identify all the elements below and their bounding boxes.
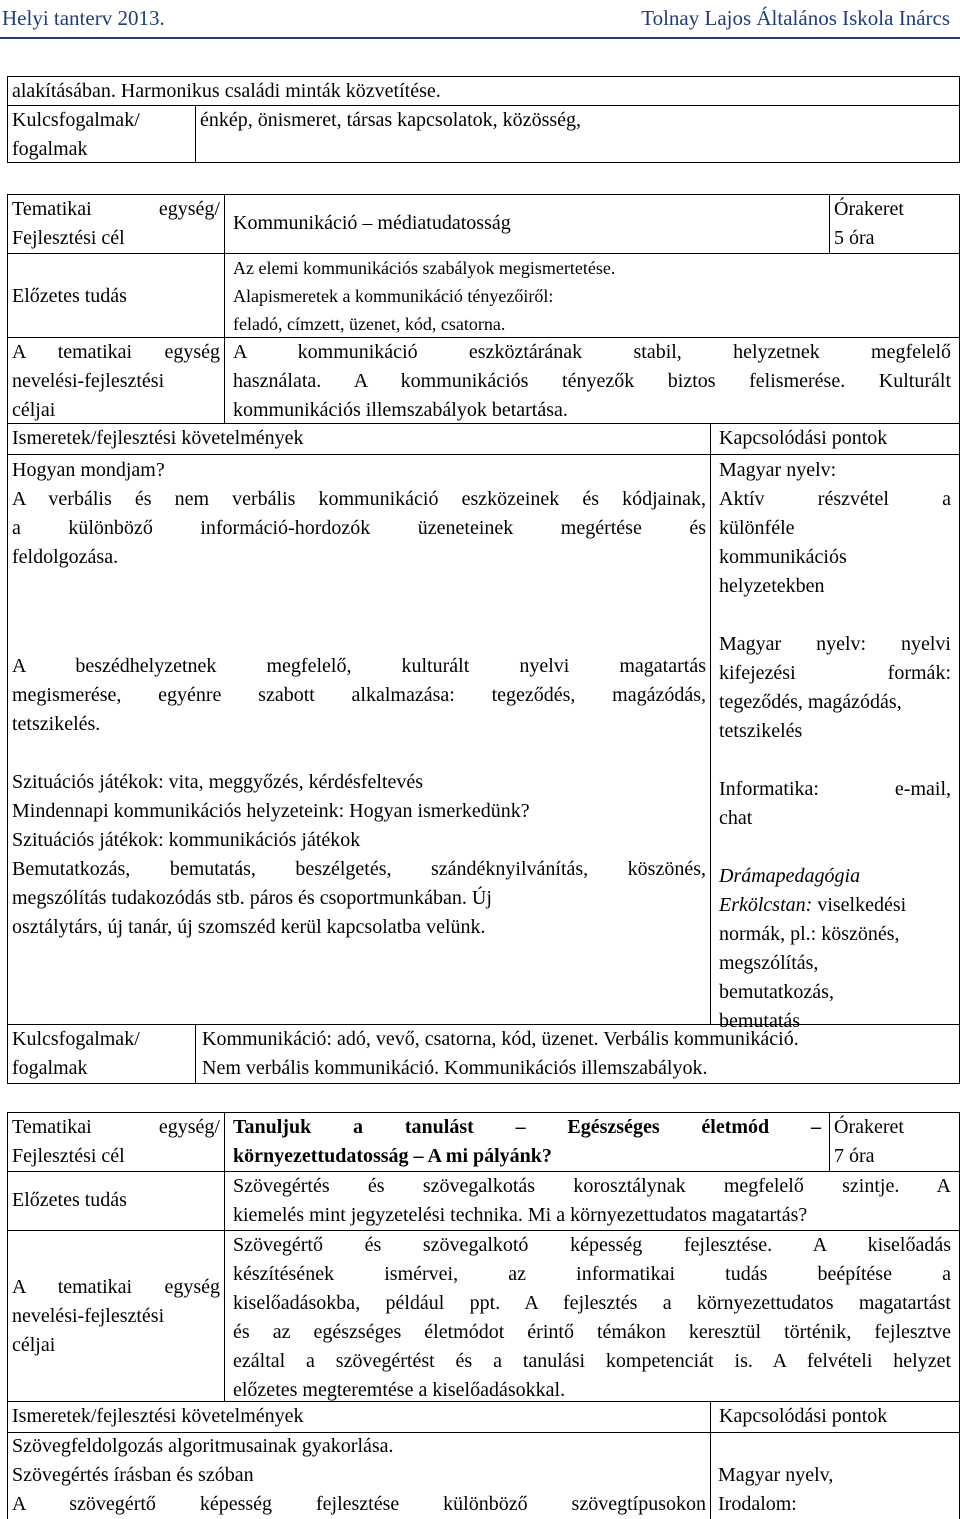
unit2-celjai-value-cell	[224, 1230, 960, 1402]
unit1-kapcsolodasi-header: Kapcsolódási pontok	[719, 427, 888, 449]
unit2-ismeretek-header: Ismeretek/fejlesztési követelmények	[12, 1405, 304, 1427]
ismeretek-p2-line: megismerése, egyénre szabott alkalmazása: tegeződés, magázódás,	[12, 684, 706, 706]
kapcs-k1-line: helyzetekben	[719, 575, 825, 597]
ismeretek-p1-line: feldolgozása.	[12, 546, 119, 568]
unit1-kapcsolodasi-header-cell	[710, 423, 960, 455]
unit1-elozetes-label-cell	[7, 253, 225, 338]
header-right: Tolnay Lajos Általános Iskola Inárcs	[641, 6, 950, 30]
ismeretek-p3-line: Bemutatkozás, bemutatás, beszélgetés, szándéknyilvánítás, köszönés,	[12, 858, 706, 880]
unit2-kapcsolodasi-header-cell	[710, 1401, 960, 1433]
kulcs-value-text: énkép, önismeret, társas kapcsolatok, közösség,	[200, 109, 582, 131]
unit1-celjai-line2: nevelési-fejlesztési	[12, 370, 165, 392]
ismeretek-p1-line: a különböző információ-hordozók üzeneteinek megértése és	[12, 517, 706, 539]
unit2-ismeretek-line: Szövegfeldolgozás algoritmusainak gyakorlása.	[12, 1435, 394, 1457]
unit1-title-cell	[224, 194, 830, 254]
unit2-elozetes-line: Szövegértés és szövegalkotás korosztálynak megfelelő szintje. A	[233, 1175, 951, 1197]
page-header	[0, 4, 960, 36]
kapcs-k5-line: normák, pl.: köszönés,	[719, 923, 900, 945]
ismeretek-p2-line: A beszédhelyzetnek megfelelő, kulturált nyelvi magatartás	[12, 655, 706, 677]
kulcs-label-line1: Kulcsfogalmak/	[12, 109, 140, 131]
kulcs-label-line2: fogalmak	[12, 138, 88, 160]
top-row1-text: alakításában. Harmonikus családi minták közvetítése.	[12, 80, 441, 102]
unit1-tematikai-line1: Tematikai egység/	[12, 198, 220, 220]
unit1-ismeretek-header: Ismeretek/fejlesztési követelmények	[12, 427, 304, 449]
unit2-kapcs-line: Magyar nyelv,	[718, 1464, 834, 1486]
unit2-celjai-line2: nevelési-fejlesztési	[12, 1305, 165, 1327]
unit2-tematikai-line1: Tematikai egység/	[12, 1116, 220, 1138]
unit1-celjai-text-line: használata. A kommunikációs tényezők biztos felismerése. Kulturált	[233, 370, 951, 392]
kapcs-k5-line: bemutatás	[719, 1010, 801, 1032]
kapcs-k5-line: megszólítás,	[719, 952, 819, 974]
top-table-kulcs-label	[7, 105, 196, 163]
kapcs-k3-line: Informatika: e-mail,	[719, 778, 951, 800]
unit2-elozetes-line: kiemelés mint jegyzetelési technika. Mi a környezettudatos magatartás?	[233, 1204, 808, 1226]
unit2-elozetes-value-cell	[224, 1171, 960, 1231]
unit2-kapcsolodasi-header: Kapcsolódási pontok	[719, 1405, 888, 1427]
ismeretek-p1-title: Hogyan mondjam?	[12, 459, 165, 481]
unit1-title: Kommunikáció – médiatudatosság	[233, 212, 511, 234]
unit1-kulcs-label-line2: fogalmak	[12, 1057, 88, 1079]
unit1-ismeretek-header-cell	[7, 423, 711, 455]
kapcs-dramapedagogia: Drámapedagógia	[719, 865, 861, 887]
unit2-kapcsolodasi-body	[710, 1432, 960, 1519]
kapcs-erkolcstan-rest: viselkedési	[812, 894, 907, 916]
unit1-celjai-label-cell	[7, 337, 225, 424]
unit1-ismeretek-body	[7, 454, 711, 1025]
kapcs-k1-line: különféle	[719, 517, 795, 539]
unit2-celjai-text-line: kiselőadásokba, például ppt. A fejlesztés a környezettudatos magatartást	[233, 1292, 951, 1314]
kapcs-k2-line: Magyar nyelv: nyelvi	[719, 633, 951, 655]
ismeretek-p2-line: tetszikelés.	[12, 713, 101, 735]
kapcs-erkolcstan-label: Erkölcstan:	[719, 894, 813, 916]
unit1-kulcs-line: Nem verbális kommunikáció. Kommunikációs illemszabályok.	[202, 1057, 708, 1079]
unit1-kulcs-label-line1: Kulcsfogalmak/	[12, 1028, 140, 1050]
kapcs-k2-line: kifejezési formák:	[719, 662, 951, 684]
kapcs-erkolcstan-line	[719, 891, 951, 920]
unit2-celjai-line3: céljai	[12, 1334, 56, 1356]
header-left: Helyi tanterv 2013.	[2, 6, 165, 30]
ismeretek-p1-line: A verbális és nem verbális kommunikáció eszközeinek és kódjainak,	[12, 488, 706, 510]
unit2-tematikai-line2: Fejlesztési cél	[12, 1145, 125, 1167]
unit2-celjai-text-line: ezáltal a szövegértést és a tanulási kompetenciát is. A felvételi helyzet	[233, 1350, 951, 1372]
unit2-orakeret-value: 7 óra	[834, 1145, 875, 1167]
kapcs-k1-line: Aktív részvétel a	[719, 488, 951, 510]
unit1-tematikai-line2: Fejlesztési cél	[12, 227, 125, 249]
ismeretek-p3-line: osztálytárs, új tanár, új szomszéd kerül kapcsolatba velünk.	[12, 916, 486, 938]
unit1-orakeret-label: Órakeret	[834, 198, 904, 220]
unit1-elozetes-line: Alapismeretek a kommunikáció tényezőiről:	[233, 286, 554, 306]
kapcs-k3-line: chat	[719, 807, 753, 829]
unit1-celjai-line1: A tematikai egység	[12, 341, 220, 363]
unit2-celjai-text-line: Szövegértő és szövegalkotó képesség fejlesztése. A kiselőadás	[233, 1234, 951, 1256]
unit1-elozetes-line: Az elemi kommunikációs szabályok megismertetése.	[233, 258, 616, 278]
unit1-kulcs-value-cell	[195, 1024, 960, 1084]
kapcs-k5-line: bemutatkozás,	[719, 981, 834, 1003]
unit2-celjai-line1: A tematikai egység	[12, 1276, 220, 1298]
header-rule	[0, 37, 960, 39]
ismeretek-p3-line: Szituációs játékok: kommunikációs játékok	[12, 829, 361, 851]
unit2-celjai-text-line: készítésének ismérvei, az informatikai tudás beépítése a	[233, 1263, 951, 1285]
unit2-elozetes-label-cell	[7, 1171, 225, 1231]
unit1-kulcs-line: Kommunikáció: adó, vevő, csatorna, kód, üzenet. Verbális kommunikáció.	[202, 1028, 799, 1050]
unit2-title-cell	[224, 1112, 830, 1172]
unit2-celjai-label-cell	[7, 1230, 225, 1402]
unit2-celjai-text-line: előzetes megteremtése a kiselőadásokkal.	[233, 1379, 566, 1401]
unit2-ismeretek-line: Szövegértés írásban és szóban	[12, 1464, 254, 1486]
ismeretek-p3-line: Mindennapi kommunikációs helyzeteink: Hogyan ismerkedünk?	[12, 800, 530, 822]
unit1-celjai-value-cell	[224, 337, 960, 424]
unit1-kapcsolodasi-body	[710, 454, 960, 1032]
unit2-ismeretek-body	[7, 1432, 711, 1519]
unit2-orakeret-cell	[829, 1112, 960, 1172]
ismeretek-p3-line: Szituációs játékok: vita, meggyőzés, kérdésfeltevés	[12, 771, 423, 793]
unit1-celjai-text-line: kommunikációs illemszabályok betartása.	[233, 399, 568, 421]
unit1-celjai-line3: céljai	[12, 399, 56, 421]
unit2-tematikai-label	[7, 1112, 225, 1172]
kapcs-k1-line: kommunikációs	[719, 546, 847, 568]
unit1-elozetes-line: feladó, címzett, üzenet, kód, csatorna.	[233, 314, 506, 334]
unit2-ismeretek-header-cell	[7, 1401, 711, 1433]
top-table-row1	[7, 76, 960, 106]
unit1-elozetes-value-cell	[224, 253, 960, 338]
unit2-kapcs-line: Irodalom:	[718, 1493, 797, 1515]
unit2-title-line2: környezettudatosság – A mi pályánk?	[233, 1145, 552, 1167]
kapcs-k2-line: tetszikelés	[719, 720, 803, 742]
unit2-title-line1: Tanuljuk a tanulást – Egészséges életmód –	[233, 1116, 821, 1138]
kapcs-k1-line: Magyar nyelv:	[719, 459, 837, 481]
unit1-celjai-text-line: A kommunikáció eszköztárának stabil, helyzetnek megfelelő	[233, 341, 951, 363]
kapcs-k2-line: tegeződés, magázódás,	[719, 691, 902, 713]
unit2-celjai-text-line: és az egészséges életmódot érintő témákon keresztül történik, fejlesztve	[233, 1321, 951, 1343]
unit2-ismeretek-line: A szövegértő képesség fejlesztése különböző szövegtípusokon	[12, 1493, 706, 1515]
unit1-orakeret-cell	[829, 194, 960, 254]
unit1-elozetes-label: Előzetes tudás	[12, 285, 127, 307]
top-table-kulcs-value	[195, 105, 960, 163]
unit1-orakeret-value: 5 óra	[834, 227, 875, 249]
unit1-kulcs-label-cell	[7, 1024, 196, 1084]
unit2-elozetes-label: Előzetes tudás	[12, 1189, 127, 1211]
unit2-orakeret-label: Órakeret	[834, 1116, 904, 1138]
ismeretek-p3-line: megszólítás tudakozódás stb. páros és csoportmunkában. Új	[12, 887, 492, 909]
unit1-tematikai-label	[7, 194, 225, 254]
